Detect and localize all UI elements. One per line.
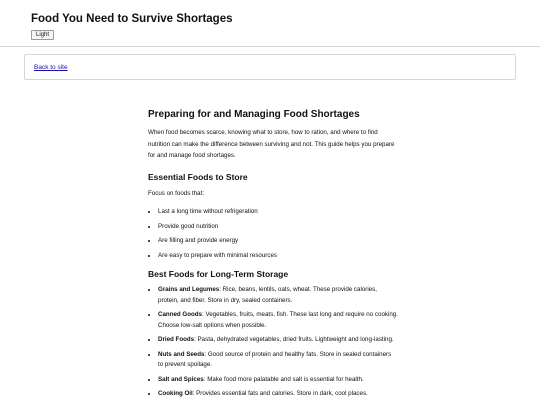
site-title: Food You Need to Survive Shortages (31, 13, 233, 25)
list-item: • Are filling and provide energy (158, 236, 398, 247)
item-name: Nuts and Seeds (158, 350, 205, 358)
list-item: • Last a long time without refrigeration (158, 207, 398, 218)
item-name: Canned Goods (158, 311, 203, 318)
item-text: : Good source of protein and healthy fats. Store in sealed containers to prevent spoilage. (158, 350, 392, 368)
item-text: : Provides essential fats and calories. Store in dark, cool places. (192, 390, 368, 397)
list-item (158, 389, 398, 400)
intro-paragraph: When food becomes scarce, knowing what to store, how to ration, and where to find nutrition can make the difference between surviving and not. This guide helps you prepare for and manage food shortages. (148, 129, 395, 159)
item-text: : Rice, beans, lentils, oats, wheat. These provide calories, protein, and fiber. Store in dry, sealed containers. (158, 286, 377, 304)
item-text: : Pasta, dehydrated vegetables, dried fruits. Lightweight and long-lasting. (194, 336, 394, 343)
item-name: Salt and Spices (158, 375, 204, 383)
list-item (158, 350, 398, 371)
list-item: • Provide good nutrition (158, 222, 398, 233)
list-item (158, 375, 398, 386)
item-name: Dried Foods (158, 336, 195, 343)
item-text: : Make food more palatable and salt is essential for health. (203, 375, 364, 383)
long-term-foods-list (148, 285, 398, 400)
site-header (0, 0, 540, 47)
section-lead: Focus on foods that: (148, 189, 205, 197)
section-heading-long-term-storage: Best Foods for Long-Term Storage (148, 269, 289, 279)
nav-box (24, 54, 516, 80)
item-name: Cooking Oil (158, 390, 193, 397)
list-item (158, 335, 398, 346)
article-title: Preparing for and Managing Food Shortages (148, 109, 360, 120)
article (148, 108, 398, 408)
list-item (158, 285, 398, 306)
list-item (158, 310, 398, 331)
item-text: : Vegetables, fruits, meats, fish. These last long and require no cooking. Choose low-salt options when possible. (158, 311, 398, 329)
item-name: Grains and Legumes (158, 286, 220, 293)
theme-toggle-button[interactable]: Light (31, 30, 54, 40)
essential-foods-list (148, 207, 398, 261)
list-item: • Are easy to prepare with minimal resources (158, 251, 398, 262)
section-heading-essential-foods: Essential Foods to Store (148, 171, 248, 182)
back-to-site-link[interactable]: Back to site (34, 64, 68, 71)
